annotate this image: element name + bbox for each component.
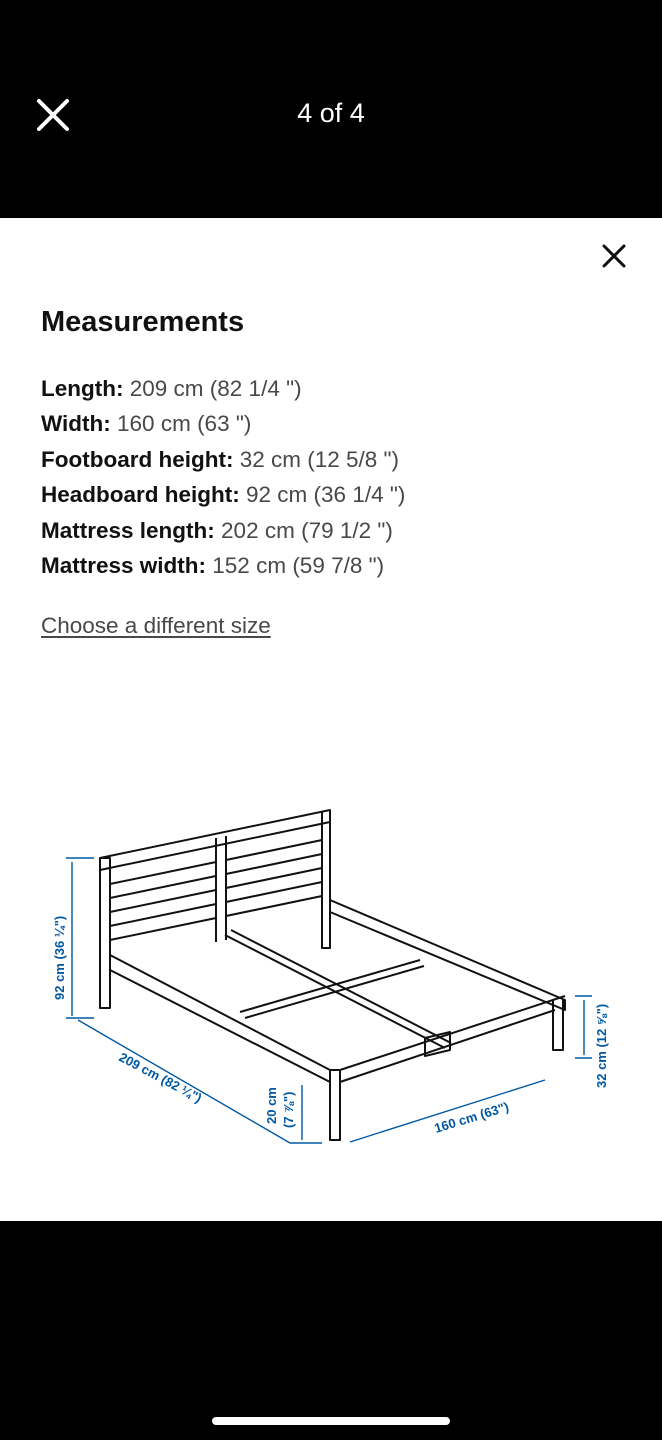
measurement-label: Mattress length: [41, 517, 215, 543]
headboard-height-dimension: 92 cm (36 ¼") [52, 915, 67, 1000]
measurement-list [41, 371, 641, 583]
measurement-value: 202 cm (79 1/2 ") [221, 517, 393, 543]
measurement-length [41, 371, 641, 406]
measurement-mattress-width [41, 548, 641, 583]
measurement-label: Width: [41, 411, 111, 437]
measurement-headboard-height [41, 477, 641, 512]
measurement-label: Mattress width: [41, 553, 207, 579]
measurement-label: Length: [41, 376, 124, 401]
image-viewer-header [0, 0, 662, 218]
home-indicator[interactable] [212, 1417, 450, 1425]
measurement-mattress-length [41, 513, 641, 548]
choose-different-size-link[interactable]: Choose a different size [41, 613, 271, 638]
length-dimension: 209 cm (82 ¼") [116, 1049, 205, 1106]
image-counter: 4 of 4 [297, 98, 365, 128]
measurement-label: Footboard height: [41, 446, 234, 472]
sheet-title: Measurements [41, 306, 245, 338]
close-icon[interactable] [600, 242, 628, 270]
width-dimension: 160 cm (63") [432, 1099, 511, 1136]
measurement-value: 152 cm (59 7/8 ") [212, 553, 385, 579]
measurement-footboard-height [41, 442, 641, 477]
bed-dimension-diagram [40, 795, 640, 1205]
leg-height-dimension: 20 cm [264, 1087, 279, 1124]
leg-height-dimension-inches: (7 ⅞") [281, 1091, 296, 1128]
measurement-value: 32 cm (12 5/8 ") [239, 446, 400, 472]
measurement-value: 209 cm (82 1/4 ") [129, 376, 302, 401]
footboard-height-dimension: 32 cm (12 ⅝") [594, 1003, 609, 1088]
measurement-value: 160 cm (63 ") [117, 411, 252, 437]
measurement-value: 92 cm (36 1/4 ") [246, 482, 406, 508]
measurement-label: Headboard height: [41, 482, 240, 508]
measurement-width [41, 406, 641, 441]
